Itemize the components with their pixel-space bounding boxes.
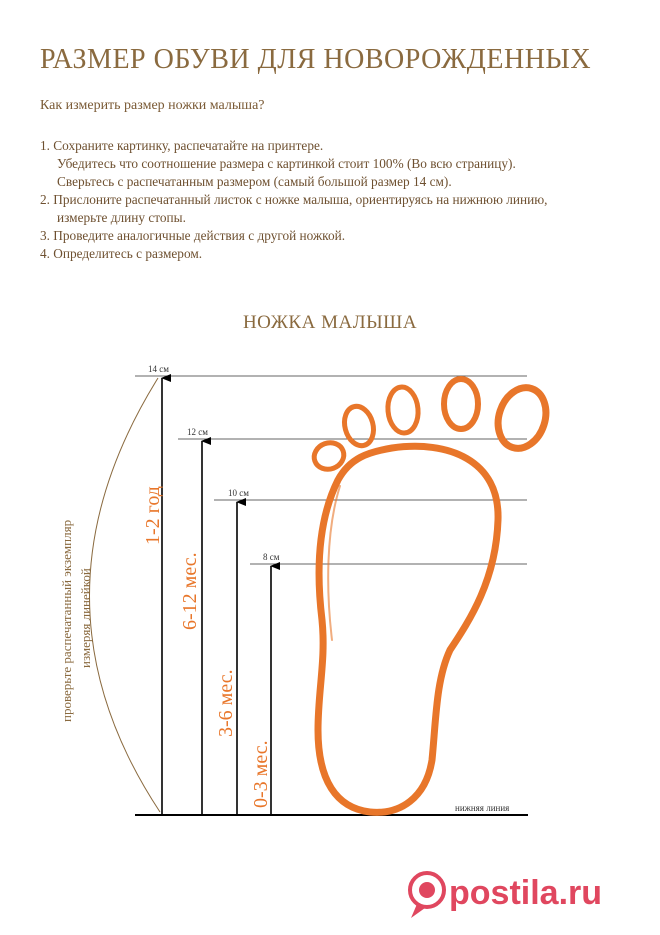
page-title: РАЗМЕР ОБУВИ ДЛЯ НОВОРОЖДЕННЫХ	[40, 44, 592, 75]
instruction-line: 4. Определитесь с размером.	[40, 246, 203, 261]
pin-icon	[410, 873, 444, 918]
age-label-3-6-months: 3-6 мес.	[215, 669, 237, 737]
age-label-1-2-years: 1-2 год	[142, 486, 164, 545]
instruction-line: измерьте длину стопы.	[57, 210, 186, 225]
side-note-line1: проверьте распечатанный экземпляр	[59, 519, 74, 722]
instruction-line: Сверьтесь с распечатанным размером (самый большой размер 14 см).	[57, 174, 452, 189]
instruction-line: 3. Проведите аналогичные действия с другой ножкой.	[40, 228, 346, 243]
instruction-line: 1. Сохраните картинку, распечатайте на принтере.	[40, 138, 324, 153]
side-note-line2: измеряя линейкой	[78, 568, 93, 668]
watermark-text: postila.ru	[449, 874, 603, 912]
instruction-line: 2. Прислоните распечатанный листок с ножке малыша, ориентируясь на нижнюю линию,	[40, 192, 548, 207]
side-bracket-curve	[89, 378, 160, 812]
baby-foot-icon	[310, 379, 553, 812]
baseline-label: нижняя линия	[455, 803, 510, 813]
postila-watermark-logo	[405, 868, 645, 920]
age-label-6-12-months: 6-12 мес.	[179, 552, 201, 630]
figure-subtitle: НОЖКА МАЛЫША	[242, 312, 418, 333]
age-label-0-3-months: 0-3 мес.	[250, 740, 272, 808]
how-to-question: Как измерить размер ножки малыша?	[40, 98, 265, 113]
cm-label-12: 12 см	[187, 427, 208, 437]
cm-label-14: 14 см	[148, 364, 169, 374]
cm-label-10: 10 см	[228, 488, 249, 498]
cm-label-8: 8 см	[263, 552, 280, 562]
instruction-line: Убедитесь что соотношение размера с картинкой стоит 100% (Во всю страницу).	[57, 156, 516, 171]
